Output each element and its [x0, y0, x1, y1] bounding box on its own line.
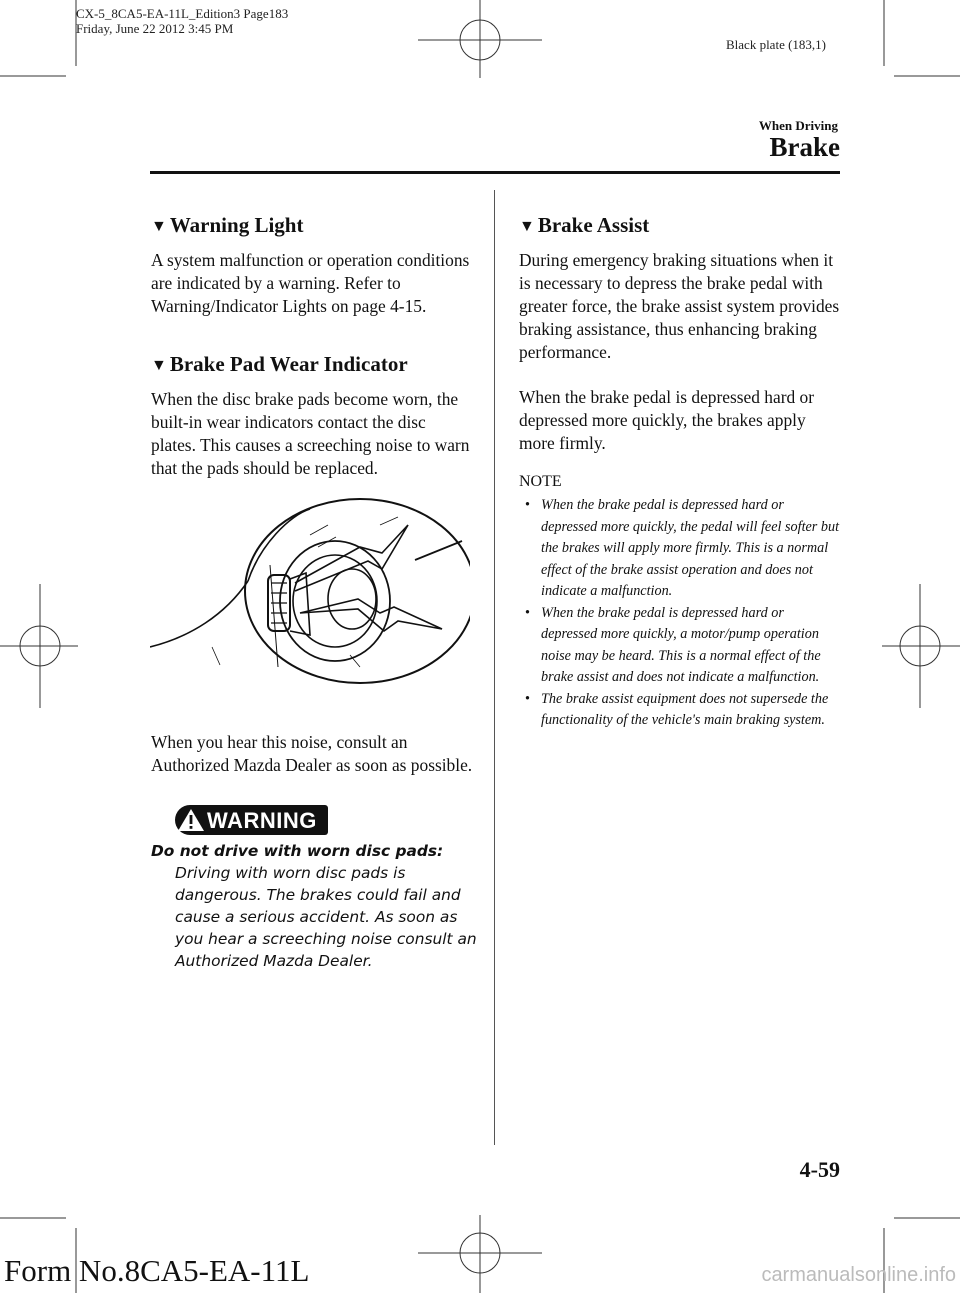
- watermark: carmanualsonline.info: [761, 1264, 956, 1286]
- form-number: Form No.8CA5-EA-11L: [4, 1253, 310, 1288]
- note-item: • When the brake pedal is depressed hard or depressed more quickly, the pedal will feel softer but the brakes will apply more firmly. This is a normal effect of the brake assist operation and does not indicate a malfunction.: [525, 497, 840, 599]
- triangle-down-icon: ▼: [519, 218, 535, 235]
- section-title: Brake: [769, 132, 840, 162]
- brake-assist-heading: ▼ Brake Assist: [519, 213, 650, 237]
- after-illustration-text: When you hear this noise, consult an Authorized Mazda Dealer as soon as possible.: [151, 732, 473, 775]
- warning-light-text: A system malfunction or operation conditions are indicated by a warning. Refer to Warning/Indicator Lights on page 4-15.: [151, 250, 470, 316]
- pad-wear-heading: ▼ Brake Pad Wear Indicator: [151, 352, 408, 376]
- warning-triangle-icon: [177, 808, 205, 832]
- plate-label: Black plate (183,1): [726, 37, 826, 52]
- brake-assist-p2: When the brake pedal is depressed hard or depressed more quickly, the brakes apply more firmly.: [519, 387, 815, 453]
- section-label: When Driving: [758, 118, 838, 133]
- column-divider: [494, 190, 495, 1145]
- warning-badge: [175, 805, 328, 835]
- brake-assist-p1: During emergency braking situations when it is necessary to depress the brake pedal with greater force, the brake assist system provides braking assistance, thus enhancing braking performance.: [519, 250, 840, 362]
- page-number: 4-59: [799, 1157, 840, 1182]
- pad-wear-section: [151, 352, 473, 480]
- warning-light-heading: ▼ Warning Light: [151, 213, 304, 237]
- note-list: [519, 495, 841, 732]
- bullet-icon: •: [525, 690, 530, 707]
- note-label: NOTE: [519, 473, 562, 490]
- bullet-icon: •: [525, 604, 530, 621]
- date-line: Friday, June 22 2012 3:45 PM: [76, 21, 234, 36]
- brake-pad-illustration: [150, 495, 470, 695]
- bullet-icon: •: [525, 497, 530, 513]
- warning-badge-label: WARNING: [207, 808, 317, 833]
- brake-assist-section: [519, 213, 841, 732]
- after-illustration-text-block: [151, 731, 473, 777]
- warning-light-section: [151, 213, 473, 318]
- warning-text: [151, 840, 481, 972]
- triangle-down-icon: ▼: [151, 218, 167, 235]
- triangle-down-icon: ▼: [151, 357, 167, 374]
- print-meta: [76, 6, 288, 36]
- pad-wear-text: When the disc brake pads become worn, the built-in wear indicators contact the disc plates. This causes a screeching noise to warn that the pads should be replaced.: [151, 389, 470, 478]
- note-item: • When the brake pedal is depressed hard or depressed more quickly, a motor/pump operation noise may be heard. This is a normal effect of the brake assist and does not indicate a malfunction.: [525, 604, 821, 685]
- warning-body: Driving with worn disc pads is dangerous. The brakes could fail and cause a serious accident. As soon as you hear a screeching noise consult an Authorized Mazda Dealer.: [175, 864, 477, 970]
- file-line: CX-5_8CA5-EA-11L_Edition3 Page183: [76, 6, 289, 21]
- note-item: • The brake assist equipment does not supersede the functionality of the vehicle's main braking system.: [525, 690, 829, 728]
- warning-lead: Do not drive with worn disc pads:: [151, 842, 444, 860]
- header-rule: [150, 171, 840, 174]
